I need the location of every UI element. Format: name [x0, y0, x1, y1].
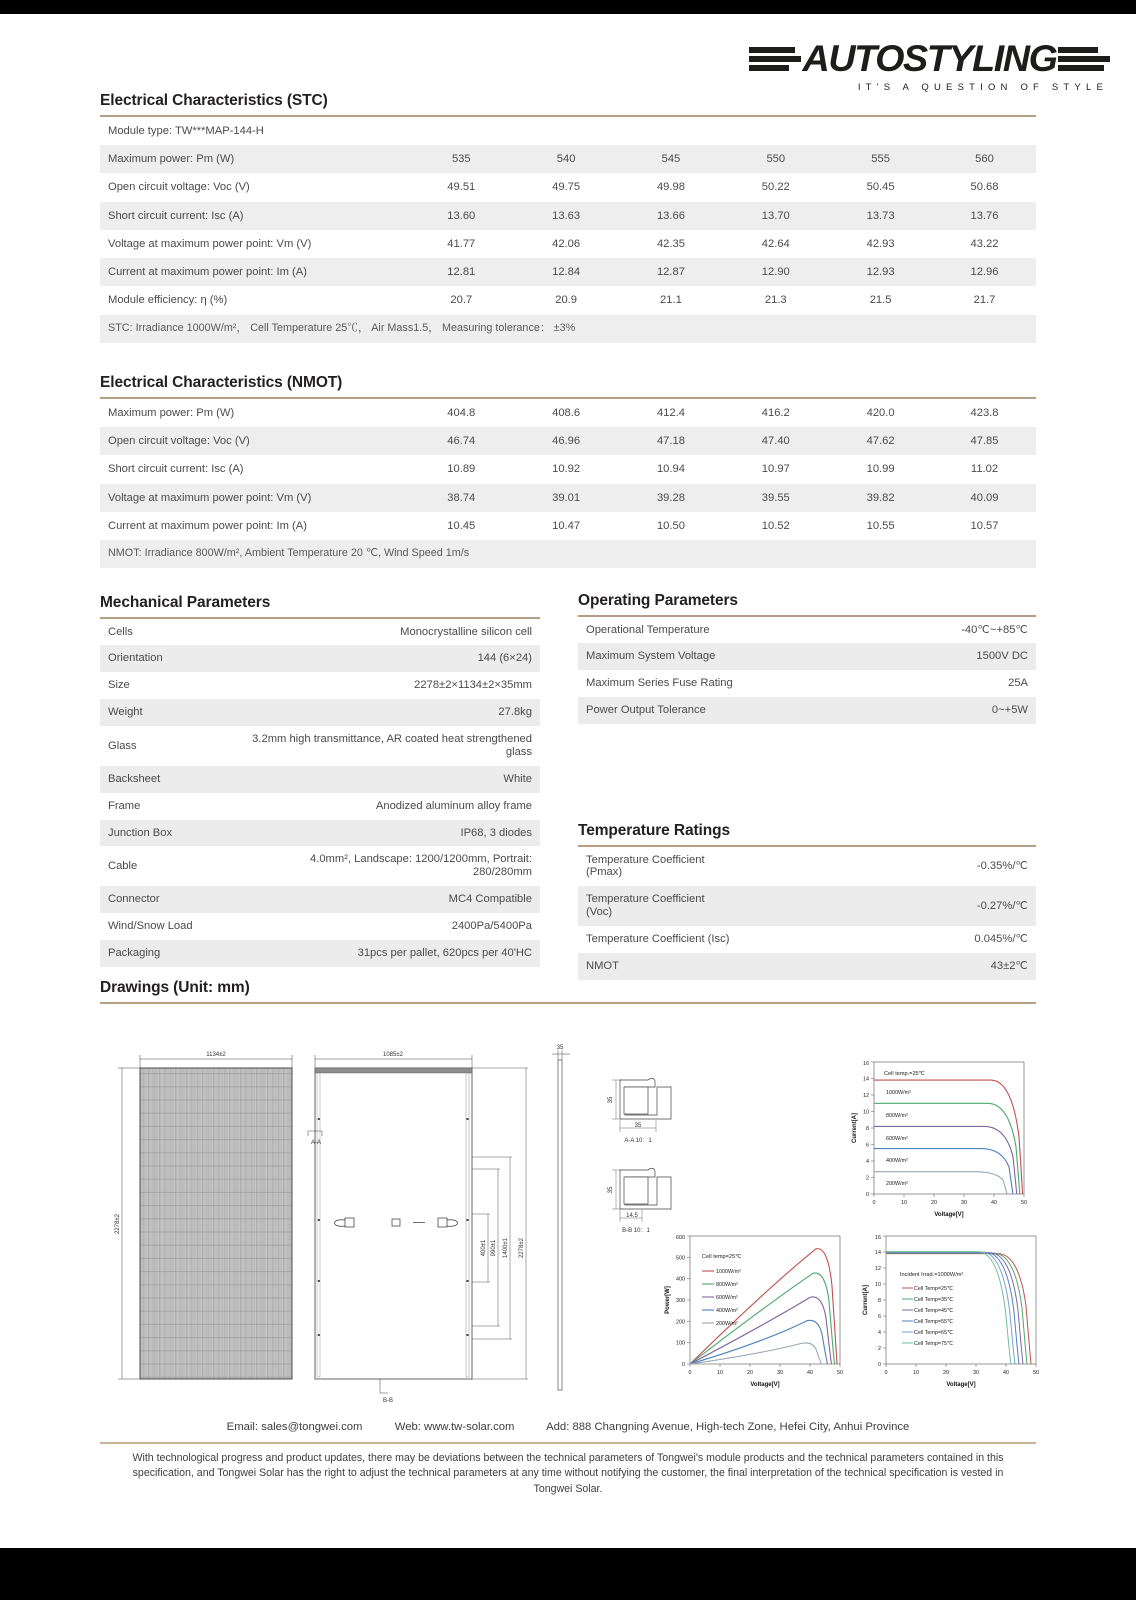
- y-tick: 12: [875, 1266, 881, 1272]
- detail-bb-caption: B-B 10：1: [622, 1228, 650, 1234]
- x-tick: 20: [931, 1200, 937, 1206]
- nmot-note-row: [100, 540, 1036, 568]
- row-label: Junction Box: [100, 820, 250, 847]
- cell: 38.74: [409, 484, 514, 512]
- cell: 50.68: [970, 181, 999, 194]
- cell: 21.7: [973, 294, 996, 307]
- cell: 50.45: [866, 181, 895, 194]
- y-tick: 500: [676, 1255, 685, 1262]
- detail-aa: [612, 1078, 671, 1132]
- table-row: [578, 643, 1036, 670]
- cell: 49.51: [447, 181, 476, 194]
- table-row: [100, 726, 540, 766]
- cell: 49.98: [656, 181, 685, 194]
- cell: 47.18: [619, 427, 724, 455]
- side-view: [552, 1045, 570, 1390]
- cell: 39.82: [828, 484, 933, 512]
- table-row: [100, 886, 540, 913]
- temperature-heading: Temperature Ratings: [578, 822, 730, 839]
- row-value: 3.2mm high transmittance, AR coated heat strengthened glass: [252, 733, 532, 758]
- table-row: [100, 619, 540, 646]
- operating-heading: Operating Parameters: [578, 592, 738, 609]
- back-dim-1400: 1400±1: [503, 1238, 509, 1258]
- temperature-table: [578, 847, 1036, 980]
- series-label: 200W/m²: [886, 1181, 908, 1187]
- nmot-section: [100, 374, 1036, 568]
- detail-bb-height: 35: [608, 1186, 614, 1194]
- row-value: Monocrystalline silicon cell: [400, 625, 532, 638]
- y-tick: 4: [878, 1330, 881, 1336]
- row-label: Size: [108, 679, 130, 692]
- cell: 10.47: [552, 519, 581, 532]
- row-label: Wind/Snow Load: [108, 920, 193, 933]
- cell: 416.2: [761, 406, 790, 419]
- x-tick: 10: [901, 1200, 907, 1206]
- mechanical-section: [100, 594, 540, 967]
- front-width-dim: 1134±2: [206, 1052, 226, 1058]
- y-tick: 16: [875, 1235, 881, 1241]
- chart-pv-irradiance: [660, 1226, 850, 1411]
- row-value: 43±2℃: [734, 953, 1036, 980]
- mechanical-drawing: [100, 1034, 660, 1404]
- y-tick: 10: [863, 1109, 869, 1116]
- cell: 13.70: [723, 202, 828, 230]
- row-label: Operational Temperature: [586, 623, 710, 636]
- row-label: Orientation: [100, 645, 250, 672]
- footer-disclaimer: With technological progress and product updates, there may be deviations between the technical parameters of Tongwei's module products and the technical parameters contained in this specification, and Tongwei Solar has the right to adjust the technical parameters at any time without notifying the customer, the final interpretation of the technical specification is vested in Tongwei Solar.: [132, 1452, 1004, 1495]
- cell: 46.74: [409, 427, 514, 455]
- x-tick: 50: [1021, 1200, 1027, 1206]
- row-value: -40℃~+85℃: [961, 623, 1028, 636]
- row-value: 4.0mm², Landscape: 1200/1200mm, Portrait: 280/280mm: [310, 853, 532, 879]
- chart-title: Cell temp.=25℃: [884, 1071, 925, 1077]
- cell: 47.62: [828, 427, 933, 455]
- table-row: [100, 793, 540, 820]
- row-label: Maximum power: Pm (W): [108, 406, 235, 419]
- row-label: Maximum System Voltage: [578, 643, 734, 670]
- cell: 21.3: [764, 294, 787, 307]
- y-tick: 2: [878, 1346, 881, 1352]
- cell: 20.9: [555, 294, 577, 307]
- row-label: Frame: [108, 799, 141, 812]
- drawings-section: [100, 979, 1036, 1004]
- x-axis-label: Voltage[V]: [946, 1382, 976, 1388]
- section-aa-label: A-A: [311, 1140, 322, 1146]
- row-value: 27.8kg: [250, 699, 540, 726]
- table-row: [100, 258, 1036, 286]
- cell: 42.93: [866, 237, 895, 250]
- cell: 10.99: [866, 463, 895, 476]
- x-tick: 30: [973, 1370, 979, 1376]
- legend-item: Cell Temp=35℃: [914, 1297, 954, 1303]
- top-letterbox: [0, 0, 1136, 14]
- legend-item: Cell Temp=45℃: [914, 1308, 954, 1314]
- footer-email: Email: sales@tongwei.com: [226, 1421, 363, 1433]
- y-tick: 6: [866, 1142, 869, 1149]
- module-type-row: [100, 117, 1036, 145]
- cell: 13.73: [828, 202, 933, 230]
- chart-iv-temperature: [858, 1226, 1048, 1411]
- stc-table: [100, 117, 1036, 343]
- cell: 550: [723, 145, 828, 173]
- table-row: [100, 202, 1036, 230]
- y-axis-label: Current[A]: [863, 1285, 869, 1315]
- stc-heading: Electrical Characteristics (STC): [100, 92, 328, 109]
- cell: 10.55: [866, 519, 895, 532]
- y-tick: 4: [866, 1159, 869, 1165]
- y-tick: 16: [863, 1061, 869, 1067]
- table-row: [100, 820, 540, 847]
- bottom-letterbox: [0, 1548, 1136, 1600]
- module-type: Module type: TW***MAP-144-H: [108, 124, 264, 137]
- section-bb-label: B-B: [383, 1398, 394, 1404]
- x-tick: 50: [1033, 1370, 1039, 1376]
- legend-item: 600W/m²: [716, 1295, 738, 1301]
- row-label: NMOT: [578, 953, 734, 980]
- cell: 12.84: [514, 258, 619, 286]
- y-tick: 2: [866, 1175, 869, 1182]
- cell: 560: [933, 145, 1036, 173]
- row-label: Voltage at maximum power point: Vm (V): [108, 237, 312, 250]
- cell: 39.28: [619, 484, 724, 512]
- y-tick: 14: [863, 1076, 869, 1083]
- x-tick: 10: [913, 1370, 919, 1376]
- row-label: Weight: [100, 699, 250, 726]
- row-label: Current at maximum power point: Im (A): [108, 519, 307, 532]
- y-tick: 8: [866, 1126, 869, 1132]
- logo-right-bars-icon: [1058, 47, 1110, 71]
- table-row: [100, 846, 540, 886]
- table-row: [578, 617, 1036, 644]
- cell: 13.76: [933, 202, 1036, 230]
- cell: 47.40: [723, 427, 828, 455]
- row-label: Cable: [108, 859, 138, 872]
- cell: 545: [619, 145, 724, 173]
- row-value: 0~+5W: [734, 697, 1036, 724]
- row-value: 2278±2×1134±2×35mm: [414, 679, 532, 692]
- cell: 10.57: [970, 519, 999, 532]
- table-row: [100, 173, 1036, 201]
- table-row: [578, 886, 1036, 926]
- chart-title: Incident Irrad.=1000W/m²: [900, 1272, 964, 1278]
- cell: 420.0: [866, 406, 895, 419]
- table-row: [100, 672, 540, 699]
- legend-item: Cell Temp=55℃: [914, 1319, 954, 1325]
- table-row: [578, 953, 1036, 980]
- row-label: Cells: [108, 625, 133, 638]
- row-label: Current at maximum power point: Im (A): [100, 258, 409, 286]
- temperature-section: [578, 822, 1036, 980]
- legend-item: 800W/m²: [716, 1282, 738, 1288]
- row-label: Short circuit current: Isc (A): [100, 202, 409, 230]
- row-label: Backsheet: [100, 766, 250, 793]
- chart-title: Cell temp=25℃: [702, 1254, 742, 1260]
- front-view: [115, 1052, 292, 1379]
- legend-item: 200W/m²: [716, 1321, 738, 1327]
- row-value: 144 (6×24): [250, 645, 540, 672]
- row-label: Temperature Coefficient (Isc): [586, 933, 730, 946]
- x-tick: 0: [884, 1370, 888, 1376]
- x-tick: 20: [747, 1370, 753, 1376]
- table-row: [100, 427, 1036, 455]
- page-content: [0, 14, 1136, 1548]
- row-label: Maximum Series Fuse Rating: [586, 677, 733, 690]
- row-value: 0.045%/℃: [974, 933, 1028, 946]
- x-tick: 10: [717, 1370, 723, 1376]
- detail-aa-caption: A-A 10：1: [624, 1138, 652, 1144]
- y-tick: 600: [676, 1235, 685, 1241]
- legend-item: Cell Temp=25℃: [914, 1286, 954, 1292]
- row-label: Glass: [108, 739, 137, 752]
- cell: 12.96: [933, 258, 1036, 286]
- front-height-dim: 2278±2: [115, 1214, 121, 1234]
- table-row: [100, 230, 1036, 258]
- cell: 10.92: [552, 463, 581, 476]
- table-row: [100, 484, 1036, 512]
- x-tick: 30: [777, 1370, 783, 1376]
- cell: 46.96: [514, 427, 619, 455]
- cell: 10.52: [761, 519, 790, 532]
- logo-left-bars-icon: [749, 47, 801, 71]
- footer-web: Web: www.tw-solar.com: [394, 1421, 515, 1433]
- table-row: [100, 399, 1036, 427]
- cell: 10.50: [656, 519, 685, 532]
- drawings-heading: Drawings (Unit: mm): [100, 979, 250, 996]
- nmot-note: NMOT: Irradiance 800W/m², Ambient Temperature 20 ℃, Wind Speed 1m/s: [100, 540, 1036, 568]
- y-tick: 100: [676, 1340, 685, 1347]
- footer-address: Add: 888 Changning Avenue, High-tech Zone, Hefei City, Anhui Province: [546, 1421, 910, 1433]
- row-label: Temperature Coefficient (Voc): [578, 886, 734, 926]
- y-tick: 10: [875, 1282, 881, 1288]
- x-axis-label: Voltage[V]: [934, 1212, 964, 1218]
- row-label: Connector: [100, 886, 250, 913]
- y-axis-label: Power[W]: [665, 1286, 671, 1314]
- cell: 40.09: [933, 484, 1036, 512]
- cell: 412.4: [656, 406, 685, 419]
- row-label: Packaging: [100, 940, 250, 967]
- x-tick: 40: [1003, 1370, 1009, 1376]
- drawings-divider: [100, 1002, 1036, 1004]
- cell: 12.87: [619, 258, 724, 286]
- detail-aa-height: 35: [608, 1096, 614, 1104]
- row-value: 25A: [1008, 677, 1028, 690]
- cell: 13.60: [409, 202, 514, 230]
- y-tick: 0: [866, 1192, 869, 1198]
- mechanical-table: [100, 619, 540, 967]
- back-height-dim: 2278±2: [519, 1238, 525, 1258]
- back-dim-990: 990±1: [491, 1239, 497, 1257]
- back-view: [308, 1052, 528, 1404]
- series-label: 400W/m²: [886, 1158, 908, 1164]
- series-label: 800W/m²: [886, 1113, 908, 1119]
- cell: 42.35: [656, 237, 685, 250]
- y-tick: 300: [676, 1298, 685, 1304]
- table-row: [578, 670, 1036, 697]
- table-row: [100, 766, 540, 793]
- y-tick: 6: [878, 1314, 881, 1320]
- series-label: 1000W/m²: [886, 1090, 911, 1096]
- x-axis-label: Voltage[V]: [750, 1382, 780, 1388]
- back-dim-400: 400±1: [481, 1239, 487, 1257]
- row-label: Open circuit voltage: Voc (V): [108, 181, 250, 194]
- cell: 47.85: [933, 427, 1036, 455]
- row-value: -0.27%/℃: [734, 886, 1036, 926]
- row-value: 1500V DC: [734, 643, 1036, 670]
- cell: 13.66: [619, 202, 724, 230]
- y-tick: 8: [878, 1298, 881, 1304]
- x-tick: 0: [688, 1370, 692, 1376]
- operating-section: [578, 592, 1036, 724]
- cell: 42.64: [761, 237, 790, 250]
- stc-note: STC: Irradiance 1000W/m²， Cell Temperature 25℃， Air Mass1.5， Measuring tolerance： ±3%: [100, 315, 1036, 343]
- row-label: Open circuit voltage: Voc (V): [100, 427, 409, 455]
- table-row: [578, 697, 1036, 724]
- cell: 535: [409, 145, 514, 173]
- row-value: -0.35%/℃: [976, 860, 1028, 873]
- nmot-heading: Electrical Characteristics (NMOT): [100, 374, 343, 391]
- x-tick: 40: [991, 1200, 997, 1206]
- table-row: [578, 847, 1036, 887]
- x-tick: 40: [807, 1370, 813, 1376]
- table-row: [100, 455, 1036, 483]
- row-value: 31pcs per pallet, 620pcs per 40'HC: [250, 940, 540, 967]
- brand-name: AUTOSTYLING: [802, 38, 1057, 79]
- y-tick: 14: [875, 1250, 881, 1256]
- brand-tagline: IT'S A QUESTION OF STYLE: [857, 82, 1108, 93]
- row-label: Temperature Coefficient (Pmax): [586, 853, 705, 879]
- cell: 49.75: [552, 181, 581, 194]
- cell: 21.5: [869, 294, 892, 307]
- legend-item: 400W/m²: [716, 1308, 738, 1314]
- cell: 11.02: [970, 463, 999, 476]
- cell: 540: [514, 145, 619, 173]
- detail-aa-width: 35: [634, 1123, 642, 1129]
- detail-bb-width: 14.5: [626, 1213, 638, 1219]
- row-value: IP68, 3 diodes: [250, 820, 540, 847]
- footer-contact: [100, 1421, 1036, 1433]
- cell: 13.63: [514, 202, 619, 230]
- row-label: Power Output Tolerance: [578, 697, 734, 724]
- table-row: [100, 145, 1036, 173]
- row-label: Short circuit current: Isc (A): [108, 463, 244, 476]
- cell: 10.45: [447, 519, 476, 532]
- x-tick: 30: [961, 1200, 967, 1206]
- stc-section: [100, 92, 1036, 343]
- y-axis-label: Current[A]: [852, 1113, 858, 1143]
- operating-table: [578, 617, 1036, 725]
- cell: 10.97: [761, 463, 790, 476]
- y-tick: 200: [676, 1319, 685, 1326]
- cell: 41.77: [447, 237, 476, 250]
- detail-bb: [612, 1168, 671, 1222]
- cell: 555: [828, 145, 933, 173]
- nmot-tbody: [100, 399, 1036, 568]
- stc-note-row: [100, 315, 1036, 343]
- cell: 42.06: [552, 237, 581, 250]
- x-tick: 0: [872, 1200, 876, 1206]
- cell: 43.22: [970, 237, 999, 250]
- cell: 404.8: [447, 406, 476, 419]
- legend-item: Cell Temp=65℃: [914, 1330, 954, 1336]
- cell: 39.01: [514, 484, 619, 512]
- back-width-dim: 1085±2: [383, 1052, 403, 1058]
- cell: 408.6: [552, 406, 581, 419]
- legend-item: Cell Temp=75℃: [914, 1341, 954, 1347]
- brand-logo: [710, 40, 1110, 93]
- cell: 50.22: [761, 181, 790, 194]
- legend-item: 1000W/m²: [716, 1269, 741, 1275]
- table-row: [100, 286, 1036, 314]
- y-tick: 0: [682, 1362, 685, 1368]
- cell: 39.55: [723, 484, 828, 512]
- cell: 12.81: [409, 258, 514, 286]
- table-row: [100, 699, 540, 726]
- edge-thickness-dim: 35: [556, 1045, 564, 1051]
- row-value: 2400Pa/5400Pa: [451, 920, 532, 933]
- cell: 423.8: [970, 406, 999, 419]
- table-row: [100, 512, 1036, 540]
- nmot-table: [100, 399, 1036, 568]
- cell: 12.90: [723, 258, 828, 286]
- table-row: [100, 645, 540, 672]
- x-tick: 20: [943, 1370, 949, 1376]
- row-label: Maximum power: Pm (W): [100, 145, 409, 173]
- cell: 10.89: [447, 463, 476, 476]
- row-label: Voltage at maximum power point: Vm (V): [100, 484, 409, 512]
- y-tick: 0: [878, 1362, 881, 1368]
- table-row: [100, 940, 540, 967]
- mechanical-heading: Mechanical Parameters: [100, 594, 271, 611]
- footer-divider: [100, 1442, 1036, 1444]
- table-row: [578, 926, 1036, 953]
- y-tick: 12: [863, 1093, 869, 1099]
- row-value: MC4 Compatible: [250, 886, 540, 913]
- cell: 12.93: [828, 258, 933, 286]
- row-value: White: [250, 766, 540, 793]
- cell: 20.7: [450, 294, 473, 307]
- stc-tbody: [100, 117, 1036, 343]
- y-tick: 400: [676, 1276, 685, 1283]
- chart-iv-irradiance: [848, 1054, 1038, 1234]
- row-value: Anodized aluminum alloy frame: [375, 799, 532, 812]
- cell: 10.94: [656, 463, 685, 476]
- row-label: Module efficiency: η (%): [108, 294, 228, 307]
- cell: 21.1: [660, 294, 682, 307]
- x-tick: 50: [837, 1370, 843, 1376]
- series-label: 600W/m²: [886, 1136, 908, 1142]
- table-row: [100, 913, 540, 940]
